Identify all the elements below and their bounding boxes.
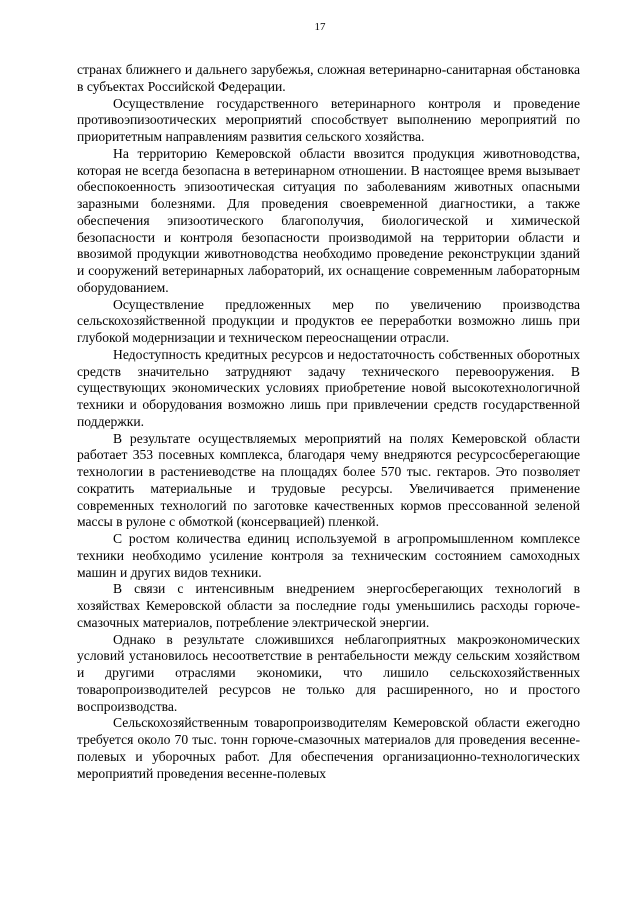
paragraph: Сельскохозяйственным товаропроизводителям Кемеровской области ежегодно требуется около 70 тыс. тонн горюче-смазочных материалов для проведения весенне-полевых и уборочных работ. Для обеспечения организационно-технологических мероприятий проведения весенне-полевых [77,715,580,781]
paragraph: Однако в результате сложившихся неблагоприятных макроэкономических условий установилось несоответствие в рентабельности между сельским хозяйством и другими отраслями экономики, что лишило сельскохозяйственных товаропроизводителей ресурсов не только для расширенного, но и простого воспроизводства. [77,631,580,714]
paragraph: В связи с интенсивным внедрением энергосберегающих технологий в хозяйствах Кемеровской области за последние годы уменьшились расходы горюче-смазочных материалов, потребление электрической энергии. [77,581,580,630]
paragraph-continuation: странах ближнего и дальнего зарубежья, сложная ветеринарно-санитарная обстановка в субъектах Российской Федерации. [77,62,580,94]
paragraph: На территорию Кемеровской области ввозится продукция животноводства, которая не всегда безопасна в ветеринарном отношении. В настоящее время вызывает обеспокоенность эпизоотическая ситуация по заболеваниям животных опасными заразными болезнями. Для проведения своевременной диагностики, а также обеспечения эпизоотического благополучия, биологической и химической безопасности и контроля безопасности производимой на территории области и ввозимой продукции животноводства необходимо проведение реконструкции зданий и сооружений ветеринарных лабораторий, их оснащение современным лабораторным оборудованием. [77,145,580,295]
paragraph: Недоступность кредитных ресурсов и недостаточность собственных оборотных средств значительно затрудняют задачу технического перевооружения. В существующих экономических условиях приобретение новой высокотехнологичной техники и оборудования возможно лишь при привлечении средств государственной поддержки. [77,346,580,429]
page-number: 17 [314,21,326,33]
paragraph: В результате осуществляемых мероприятий на полях Кемеровской области работает 353 посевных комплекса, благодаря чему внедряются ресурсосберегающие технологии в растениеводстве на площадях более 570 тыс. гектаров. Это позволяет сократить материальные и трудовые ресурсы. Увеличивается применение современных технологий по заготовке качественных кормов прессованной зеленой массы в рулоне с обмоткой (консервацией) пленкой. [77,430,580,530]
paragraph: С ростом количества единиц используемой в агропромышленном комплексе техники необходимо усиление контроля за техническим состоянием самоходных машин и других видов техники. [77,531,580,580]
paragraph: Осуществление предложенных мер по увеличению производства сельскохозяйственной продукции и продуктов ее переработки возможно лишь при глубокой модернизации и техническом переоснащении отрасли. [77,296,580,345]
document-body [77,62,580,782]
paragraph: Осуществление государственного ветеринарного контроля и проведение противоэпизоотических мероприятий способствует выполнению мероприятий по приоритетным направлениям развития сельского хозяйства. [77,95,580,144]
